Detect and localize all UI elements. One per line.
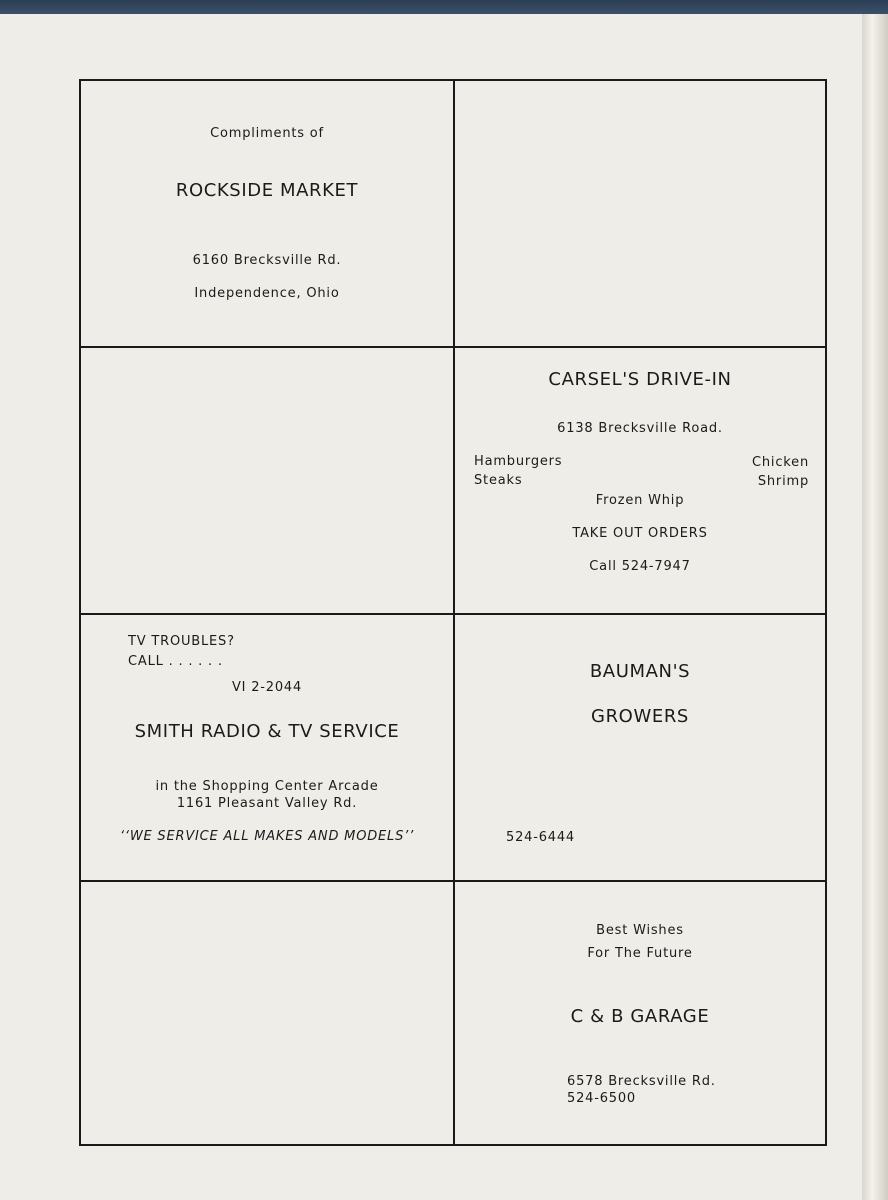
address: 6578 Brecksville Rd.	[567, 1074, 716, 1089]
address: 1161 Pleasant Valley Rd.	[176, 796, 358, 811]
take-out-orders: TAKE OUT ORDERS	[572, 526, 708, 541]
business-name: CARSEL'S DRIVE-IN	[548, 369, 732, 390]
ad-blank-1	[453, 79, 827, 348]
ad-smith-radio-tv	[79, 613, 455, 882]
ad-cb-garage	[453, 880, 827, 1146]
business-name: C & B GARAGE	[570, 1006, 710, 1027]
call-text: CALL . . . . . .	[128, 654, 223, 669]
city: Independence, Ohio	[194, 286, 340, 301]
phone: 524-6444	[506, 830, 575, 845]
wishes-line1: Best Wishes	[596, 923, 684, 938]
phone: VI 2-2044	[231, 680, 303, 695]
address: 6138 Brecksville Road.	[557, 421, 723, 436]
ad-blank-2	[79, 346, 455, 615]
menu-item-steaks: Steaks	[474, 473, 523, 488]
menu-item-hamburgers: Hamburgers	[474, 454, 563, 469]
phone: Call 524-7947	[589, 559, 691, 574]
ad-grid	[79, 79, 827, 1146]
business-name: ROCKSIDE MARKET	[175, 180, 359, 201]
location: in the Shopping Center Arcade	[155, 779, 379, 794]
menu-item-frozen-whip: Frozen Whip	[595, 493, 685, 508]
ad-rockside-market	[79, 79, 455, 348]
compliments-text: Compliments of	[210, 126, 324, 141]
business-name: SMITH RADIO & TV SERVICE	[134, 721, 400, 742]
phone: 524-6500	[567, 1091, 636, 1106]
ad-baumans-growers	[453, 613, 827, 882]
business-name-line2: GROWERS	[591, 706, 689, 727]
menu-item-shrimp: Shrimp	[757, 474, 809, 489]
business-name-line1: BAUMAN'S	[589, 661, 691, 682]
page-stack-edge	[862, 14, 888, 1200]
wishes-line2: For The Future	[587, 946, 693, 961]
menu-item-chicken: Chicken	[752, 455, 809, 470]
address: 6160 Brecksville Rd.	[192, 253, 342, 268]
tv-troubles: TV TROUBLES?	[128, 634, 235, 649]
ad-carsels-drive-in	[453, 346, 827, 615]
slogan: ‘‘WE SERVICE ALL MAKES AND MODELS’’	[119, 829, 415, 844]
ad-blank-3	[79, 880, 455, 1146]
